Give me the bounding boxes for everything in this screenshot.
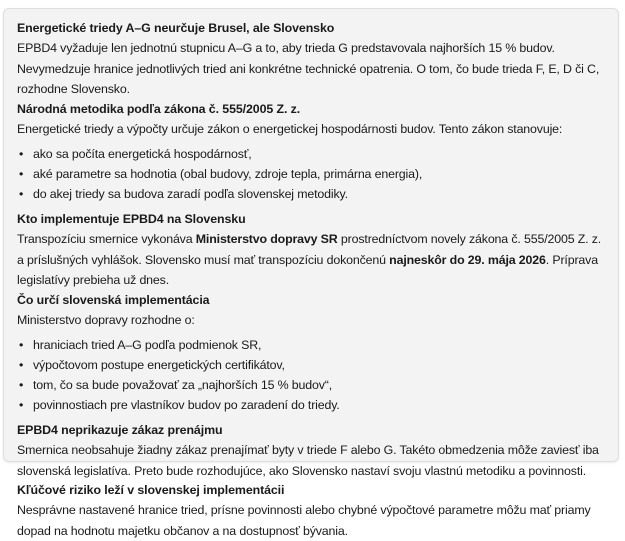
section-rental-ban [17, 421, 608, 481]
section-national-methodology [17, 100, 608, 205]
section-text [17, 229, 608, 291]
section-text: EPBD4 vyžaduje len jednotnú stupnicu A–G a to, aby trieda G predstavovala najhorších 15 % budov. Nevymedzuje hranice jednotlivých tried ani konkrétne technické opatrenia. O tom, čo bude trieda F, E, D či C, rozhodne Slovensko. [17, 41, 600, 96]
section-brussels [17, 19, 608, 100]
list-item: • výpočtovom postupe energetických certifikátov, [17, 355, 608, 375]
list-item: • aké parametre sa hodnotia (obal budovy, zdroje tepla, primárna energia), [17, 164, 608, 184]
section-heading: EPBD4 neprikazuje zákaz prenájmu [17, 423, 223, 437]
text-part: Transpozíciu smernice vykonáva [17, 232, 196, 246]
list-item: • tom, čo sa bude považovať za „najhorších 15 % budov“, [17, 375, 608, 395]
section-heading: Národná metodika podľa zákona č. 555/2005 Z. z. [17, 101, 301, 116]
list-item: • povinnostiach pre vlastníkov budov po zaradení do triedy. [17, 395, 608, 415]
section-heading: Kto implementuje EPBD4 na Slovensku [17, 212, 246, 226]
section-key-risk [17, 481, 608, 541]
section-text: Nesprávne nastavené hranice tried, prísne povinnosti alebo chybné výpočtové parametre môžu mať priamy dopad na hodnotu majetku občanov a na dostupnosť bývania. [17, 503, 591, 538]
deadline: najneskôr do 29. mája 2026 [389, 252, 546, 267]
bullet-list [17, 335, 608, 415]
section-heading: Čo určí slovenská implementácia [17, 292, 210, 307]
section-text: Energetické triedy a výpočty určuje zákon o energetickej hospodárnosti budov. Tento zákon stanovuje: [17, 121, 563, 136]
section-implementation [17, 210, 608, 291]
section-text: Smernica neobsahuje žiadny zákaz prenajímať byty v triede F alebo G. Takéto obmedzenia môže zaviesť iba slovenská legislatíva. Preto bude rozhodujúce, ako Slovensko nastaví svoju vlastnú metodiku a povinnosti. [17, 443, 599, 478]
content-card [3, 8, 619, 538]
section-what-decides [17, 291, 608, 416]
list-item: • hraniciach tried A–G podľa podmienok SR, [17, 335, 608, 355]
list-item: • ako sa počíta energetická hospodárnosť, [17, 144, 608, 164]
text-part: prostredníctvom novely zákona č. 555/2005 Z. z. a príslušných vyhlášok. Slovensko musí mať transpozíciu dokončenú [17, 232, 602, 267]
section-heading: Energetické triedy A–G neurčuje Brusel, ale Slovensko [17, 21, 335, 35]
section-text: Ministerstvo dopravy rozhodne o: [17, 312, 195, 327]
section-heading: Kľúčové riziko leží v slovenskej implementácii [17, 483, 285, 497]
bullet-list [17, 144, 608, 204]
ministry-name: Ministerstvo dopravy SR [195, 232, 338, 246]
list-item: • do akej triedy sa budova zaradí podľa slovenskej metodiky. [17, 184, 608, 204]
text-part: . Príprava legislatívy prebieha už dnes. [17, 252, 598, 287]
